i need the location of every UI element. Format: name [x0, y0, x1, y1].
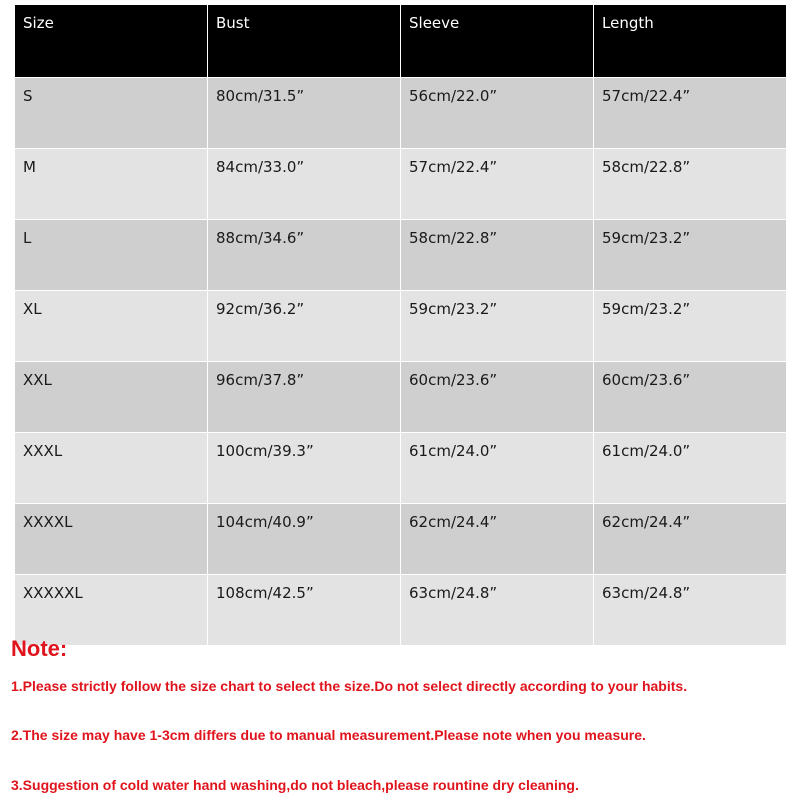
cell-length: 62cm/24.4” — [594, 504, 787, 575]
header-size: Size — [15, 5, 208, 78]
cell-sleeve: 58cm/22.8” — [401, 220, 594, 291]
cell-bust: 84cm/33.0” — [208, 149, 401, 220]
table-row — [15, 291, 787, 362]
cell-sleeve: 62cm/24.4” — [401, 504, 594, 575]
cell-length: 63cm/24.8” — [594, 575, 787, 646]
table-header — [15, 5, 787, 78]
table-row — [15, 362, 787, 433]
cell-size: XXXXL — [15, 504, 208, 575]
note-section — [11, 636, 791, 793]
cell-bust: 104cm/40.9” — [208, 504, 401, 575]
note-line-2: 2.The size may have 1-3cm differs due to manual measurement.Please note when you measure. — [11, 727, 646, 743]
header-bust: Bust — [208, 5, 401, 78]
note-heading: Note: — [11, 636, 68, 661]
cell-bust: 108cm/42.5” — [208, 575, 401, 646]
header-length: Length — [594, 5, 787, 78]
cell-size: XL — [15, 291, 208, 362]
cell-size: L — [15, 220, 208, 291]
table-row — [15, 504, 787, 575]
cell-length: 60cm/23.6” — [594, 362, 787, 433]
note-line-3: 3.Suggestion of cold water hand washing,do not bleach,please rountine dry cleaning. — [11, 777, 579, 793]
cell-sleeve: 56cm/22.0” — [401, 78, 594, 149]
header-sleeve: Sleeve — [401, 5, 594, 78]
table-row — [15, 575, 787, 646]
cell-bust: 92cm/36.2” — [208, 291, 401, 362]
header-row — [15, 5, 787, 78]
cell-bust: 80cm/31.5” — [208, 78, 401, 149]
cell-size: XXL — [15, 362, 208, 433]
cell-size: S — [15, 78, 208, 149]
table-body — [15, 78, 787, 646]
table-row — [15, 149, 787, 220]
cell-size: M — [15, 149, 208, 220]
cell-sleeve: 61cm/24.0” — [401, 433, 594, 504]
cell-sleeve: 57cm/22.4” — [401, 149, 594, 220]
cell-sleeve: 60cm/23.6” — [401, 362, 594, 433]
cell-sleeve: 63cm/24.8” — [401, 575, 594, 646]
note-line-1: 1.Please strictly follow the size chart to select the size.Do not select directly according to your habits. — [11, 678, 688, 694]
cell-length: 59cm/23.2” — [594, 291, 787, 362]
cell-length: 58cm/22.8” — [594, 149, 787, 220]
cell-size: XXXL — [15, 433, 208, 504]
table-row — [15, 78, 787, 149]
size-chart-table — [14, 4, 787, 646]
cell-length: 57cm/22.4” — [594, 78, 787, 149]
cell-bust: 100cm/39.3” — [208, 433, 401, 504]
cell-size: XXXXXL — [15, 575, 208, 646]
cell-length: 61cm/24.0” — [594, 433, 787, 504]
cell-bust: 96cm/37.8” — [208, 362, 401, 433]
cell-sleeve: 59cm/23.2” — [401, 291, 594, 362]
table-row — [15, 220, 787, 291]
cell-bust: 88cm/34.6” — [208, 220, 401, 291]
table-row — [15, 433, 787, 504]
cell-length: 59cm/23.2” — [594, 220, 787, 291]
